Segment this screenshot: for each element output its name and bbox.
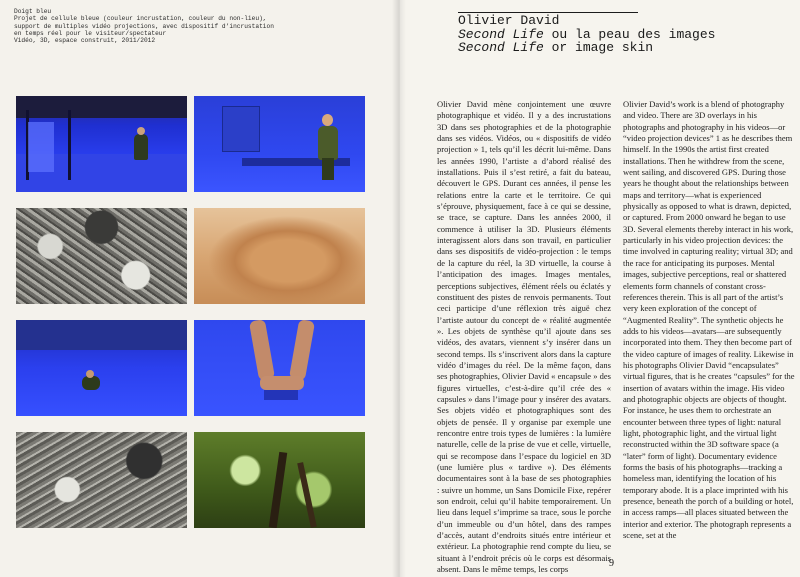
caption-line: support de multiples vidéo projections, avec dispositif d’incrustation [14,22,274,30]
photo-blue-studio-wide [16,96,187,192]
photo-blue-room-small-figure [16,320,187,416]
caption-line: Projet de cellule bleue (couleur incrustation, couleur du non-lieu), [14,15,267,23]
french-column [437,99,611,575]
photo-grey-texture [16,208,187,304]
photo-forest [194,432,365,528]
title-english: Second Life or image skin [458,40,654,55]
left-page [0,0,398,577]
french-body-text: Olivier David mène conjointement une œuvre photographique et vidéo. Il y a des incrustations 3D dans ses photographies et de la photographie dans ses vidéos. Vidéos, ou « dispositifs de vidéo projection » 1, tels qu’il les décrit lui-même. Dans les années 1990, l’artiste a d’abord réalisé des installations. Puis il s’est retiré, a fait du bateau, découvert le GPS. Durant ces années, il pense les relations entre la carte et le territoire. Ce qui s’éprouve, physiquement, face à ce qui se dessine, se trace, se capture. Dans les années 2000, il commence à utiliser la 3D. Plusieurs éléments interagissent alors dans son travail, en particulier dans ses dispositifs de vidéo-projection : le temps de la capture du réel, la 3D virtuelle, la course à l’anticipation des images. Images mentales, perceptions subjectives, élément réels ou éclatés y constituent des pistes de renvois permanents. Tout ceci participe d’une réflexion très aiguë chez l’artiste autour du concept de « réalité augmentée ». Les objets de synthèse qu’il ajoute dans ses vidéos, des avatars, viennent s’y insérer dans un second temps. Ils s’inscrivent alors dans la capture vidéo d’images du réel. De la même façon, dans ses photographies, Olivier David « encapsule » des figures virtuelles, c’est-à-dire qu’il crée des « capsules » dans l’image pour y insérer des avatars. Ses objets vidéo et photographiques sont des objets de pensée. Il y organise par exemple une rencontre entre trois types de lumières : la lumière naturelle, celle de la prise de vue et celle, virtuelle, qui se recompose dans l’espace du logiciel en 3D (une lumière plus « tardive »). Des éléments documentaires sont à la base de ses photographies : suivre un homme, un Sans Domicile Fixe, repérer son endroit, celui qu’il habite temporairement. Un lieu dans lequel s’imprime sa trace, sous le porche d’un immeuble ou d’un hôtel, dans des rampes d’accès, autant d’endroits situés entre intérieur et extérieur. La photographie rend compte du lieu, se situant à l’endroit précis où le corps est désormais absent. Dans le même temps, les corps [437,99,611,575]
photo-caption [14,8,314,44]
photo-blue-room-seated-man [194,96,365,192]
photo-hands-on-blue [194,320,365,416]
page-number: 9 [609,558,614,569]
english-column [623,99,797,541]
caption-line: Vidéo, 3D, espace construit, 2011/2012 [14,37,156,45]
photo-sand [194,208,365,304]
title-french: Second Life ou la peau des images [458,26,716,42]
article-title [458,14,715,55]
caption-line: Doigt bleu [14,8,52,15]
english-body-text: Olivier David’s work is a blend of photography and video. There are 3D overlays in his photographs and photography in his videos—or “video projection devices” 1 as he describes them himself. In the 1990s the artist first created installations. Then he withdrew from the scene, went sailing, and discovered GPS. During those years he thought about the relationships between maps and territory—what is experienced physically as opposed to what is drawn, depicted, or captured. From 2000 onward he began to use 3D. Several elements thereby interact in his work, particularly in his video projection devices: the time involved in capturing reality; virtual 3D; and the race for anticipating its purposes. Mental images, subjective perceptions, real or shattered elements form channels of constant cross-references therein. This is all part of the artist’s very keen exploration of the concept of “Augmented Reality”. The synthetic objects he adds to his videos—avatars—are subsequently incorporated into them. They then become part of the video capture of images of reality. Likewise in his photographs Olivier David “encapsulates” virtual figures, that is he creates “capsules” for the insertion of avatars within the image. His video and photographic objects are objects of thought. For instance, he uses them to orchestrate an encounter between three types of light: natural light, photographic light, and the virtual light reconstructed within the 3D software space (a “later” form of light). Documentary evidence forms the basis of his photographs—tracking a homeless man, identifying the location of his temporary abode. It is a place imprinted with his presence, beneath the porch of a building or hotel, in access ramps—all places situated between the interior and exterior. The photograph represents a scene, set at the [623,99,795,541]
caption-line: en temps réel pour le visiteur/spectateur [14,29,167,37]
photo-grey-texture-2 [16,432,187,528]
author-name: Olivier David [458,13,560,28]
book-gutter [392,0,406,577]
